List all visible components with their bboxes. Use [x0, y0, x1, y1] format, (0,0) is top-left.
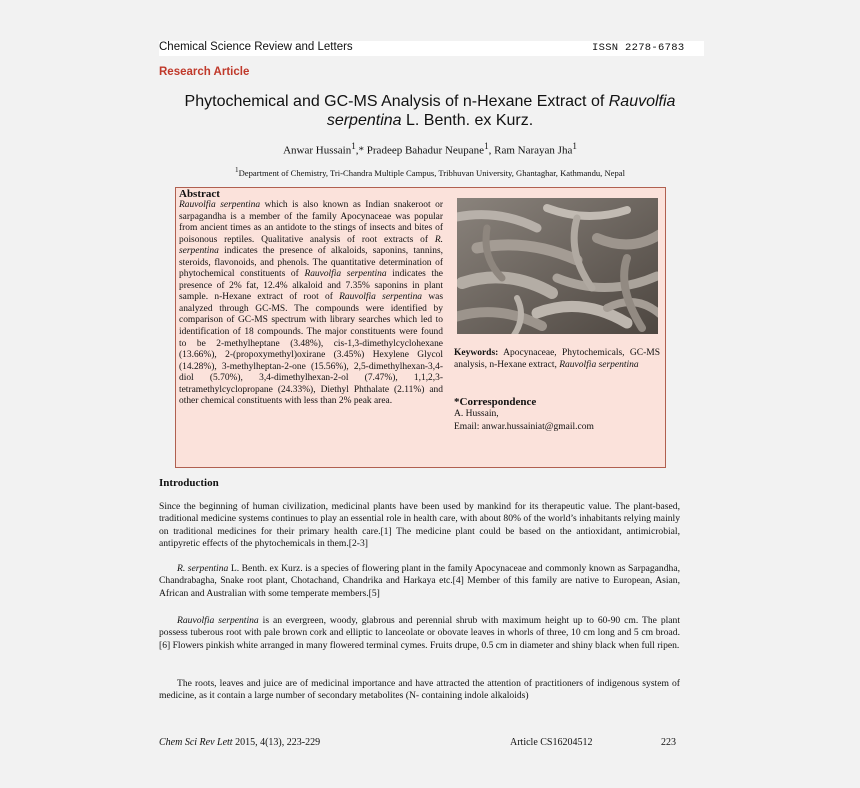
author-2: Pradeep Bahadur Neupane	[364, 144, 485, 157]
abstract-it-3: Rauvolfia serpentina	[304, 269, 387, 280]
issn: ISSN 2278-6783	[592, 42, 685, 54]
footer-citation	[159, 737, 320, 748]
author-1-sup: 1	[351, 141, 356, 151]
p2-italic: R. serpentina	[177, 563, 229, 574]
intro-paragraph-3	[159, 615, 680, 652]
journal-name: Chemical Science Review and Letters	[159, 41, 353, 53]
affiliation	[160, 166, 700, 178]
correspondence-name: A. Hussain,	[454, 409, 499, 419]
keywords	[454, 347, 660, 371]
intro-paragraph-1: Since the beginning of human civilization, medicinal plants have been used by mankind for its therapeutic value. The plant-based, traditional medicine systems continues to play an essential role in health care, with about 80% of the world’s inhabitants relying mainly on traditional medicines for their primary health care.[1] The medicine plant could be based on the antioxidant, antimicrobial, antipyretic effects of the phytochemicals in them.[2-3]	[159, 501, 680, 549]
article-type: Research Article	[159, 66, 250, 78]
abstract-text	[179, 200, 443, 408]
footer-citation-text: 2015, 4(13), 223-229	[232, 737, 321, 748]
root-photo	[457, 198, 658, 334]
footer-page-number: 223	[661, 737, 676, 748]
affiliation-sup: 1	[235, 166, 239, 174]
author-2-sup: 1	[484, 141, 489, 151]
abstract-it-1: Rauvolfia serpentina	[179, 200, 261, 210]
p2-text: L. Benth. ex Kurz. is a species of flowering plant in the family Apocynaceae and commonly known as Sarpagandha, Chandrabagha, Snake root plant, Chotachand, Chandrika and Harkaya etc.[4] Member of this family are native to European, Asian, African and Australian with some temperate members.[5]	[159, 563, 680, 599]
abstract-seg-1: which is also known as Indian snakeroot or sarpagandha is a member of the family Apocynaceae was popular from ancient times as an antidote to the stings of insects and bites of poisonous reptiles. Qualitative analysis of root extracts of	[179, 200, 443, 245]
intro-paragraph-2	[159, 563, 680, 600]
author-list	[160, 141, 700, 157]
keywords-italic: Rauvolfia serpentina	[559, 360, 639, 370]
p3-text: is an evergreen, woody, glabrous and perennial shrub with maximum height up to 60-90 cm. The plant possess tuberous root with pale brown cork and elliptic to lanceolate or obovate leaves in whorls of three, 10 cm long and 5 cm broad.[6] Flowers pinkish white arranged in many flowered terminal cymes. Fruits drupe, 0.5 cm in diameter and shiny black when full ripen.	[159, 615, 681, 651]
affiliation-text: Department of Chemistry, Tri-Chandra Multiple Campus, Tribhuvan University, Ghantaghar, Kathmandu, Nepal	[238, 167, 625, 178]
abstract-seg-4: was analyzed through GC-MS. The compounds were identified by comparison of GC-MS spectrum with library searches which led to identification of 18 compounds. The major constituents were found to be 2-methylheptane (3.48%), cis-1,3-dimethylcyclohexane (13.66%), 2-(propoxymethyl)oxirane (3.45%) Hexylene Glycol (14.28%), 3-methylheptan-2-one (15.56%), 2,5-dimethylhexan-3,4-diol (5.70%), 3,4-dimethylhexan-2-ol (7.47%), 1,1,2,3-tetramethylcyclopropane (24.33%), Diethyl Phthalate (2.11%) and other chemical constituents with less than 2% peak area.	[179, 292, 443, 407]
keywords-label: Keywords:	[454, 348, 499, 358]
author-3-sup: 1	[572, 141, 577, 151]
title-part1: Phytochemical and GC-MS Analysis of n-Hexane Extract of	[184, 93, 609, 110]
correspondence-heading: *Correspondence	[454, 396, 537, 408]
abstract-seg-2: indicates the presence of alkaloids, saponins, tannins, steroids, flavonoids, and phenols. The quantitative determination of phytochemical constituents of	[179, 246, 443, 280]
abstract-seg-3: indicates the presence of 2% fat, 12.4% alkaloid and 7.35% saponins in plant sample. n-Hexane extract of root of	[179, 269, 443, 303]
correspondence-email: Email: anwar.hussainiat@gmail.com	[454, 422, 594, 432]
footer-journal-abbrev: Chem Sci Rev Lett	[159, 737, 233, 748]
p3-italic: Rauvolfia serpentina	[177, 615, 259, 626]
title-italic-genus: Rauvolfia	[608, 93, 676, 110]
title-italic-species: serpentina	[326, 112, 402, 129]
author-sep: ,	[488, 144, 495, 157]
paper-title	[160, 92, 700, 130]
keywords-text: Apocynaceae, Phytochemicals, GC-MS analysis, n-Hexane extract,	[454, 348, 660, 370]
author-1-mark: ,*	[355, 144, 365, 157]
introduction-heading: Introduction	[159, 477, 219, 489]
abstract-heading: Abstract	[179, 188, 220, 200]
intro-paragraph-4: The roots, leaves and juice are of medicinal importance and have attracted the attention of practitioners of indigenous system of medicine, as it contain a large number of secondary metabolites (N- containing indole alkaloids)	[159, 678, 680, 702]
title-part2: L. Benth. ex Kurz.	[401, 112, 534, 129]
author-3: Ram Narayan Jha	[494, 144, 573, 157]
author-1: Anwar Hussain	[283, 144, 352, 157]
footer-article-id: Article CS16204512	[510, 737, 593, 748]
abstract-it-4: Rauvolfia serpentina	[339, 292, 423, 303]
abstract-it-2: R. serpentina	[179, 234, 443, 257]
